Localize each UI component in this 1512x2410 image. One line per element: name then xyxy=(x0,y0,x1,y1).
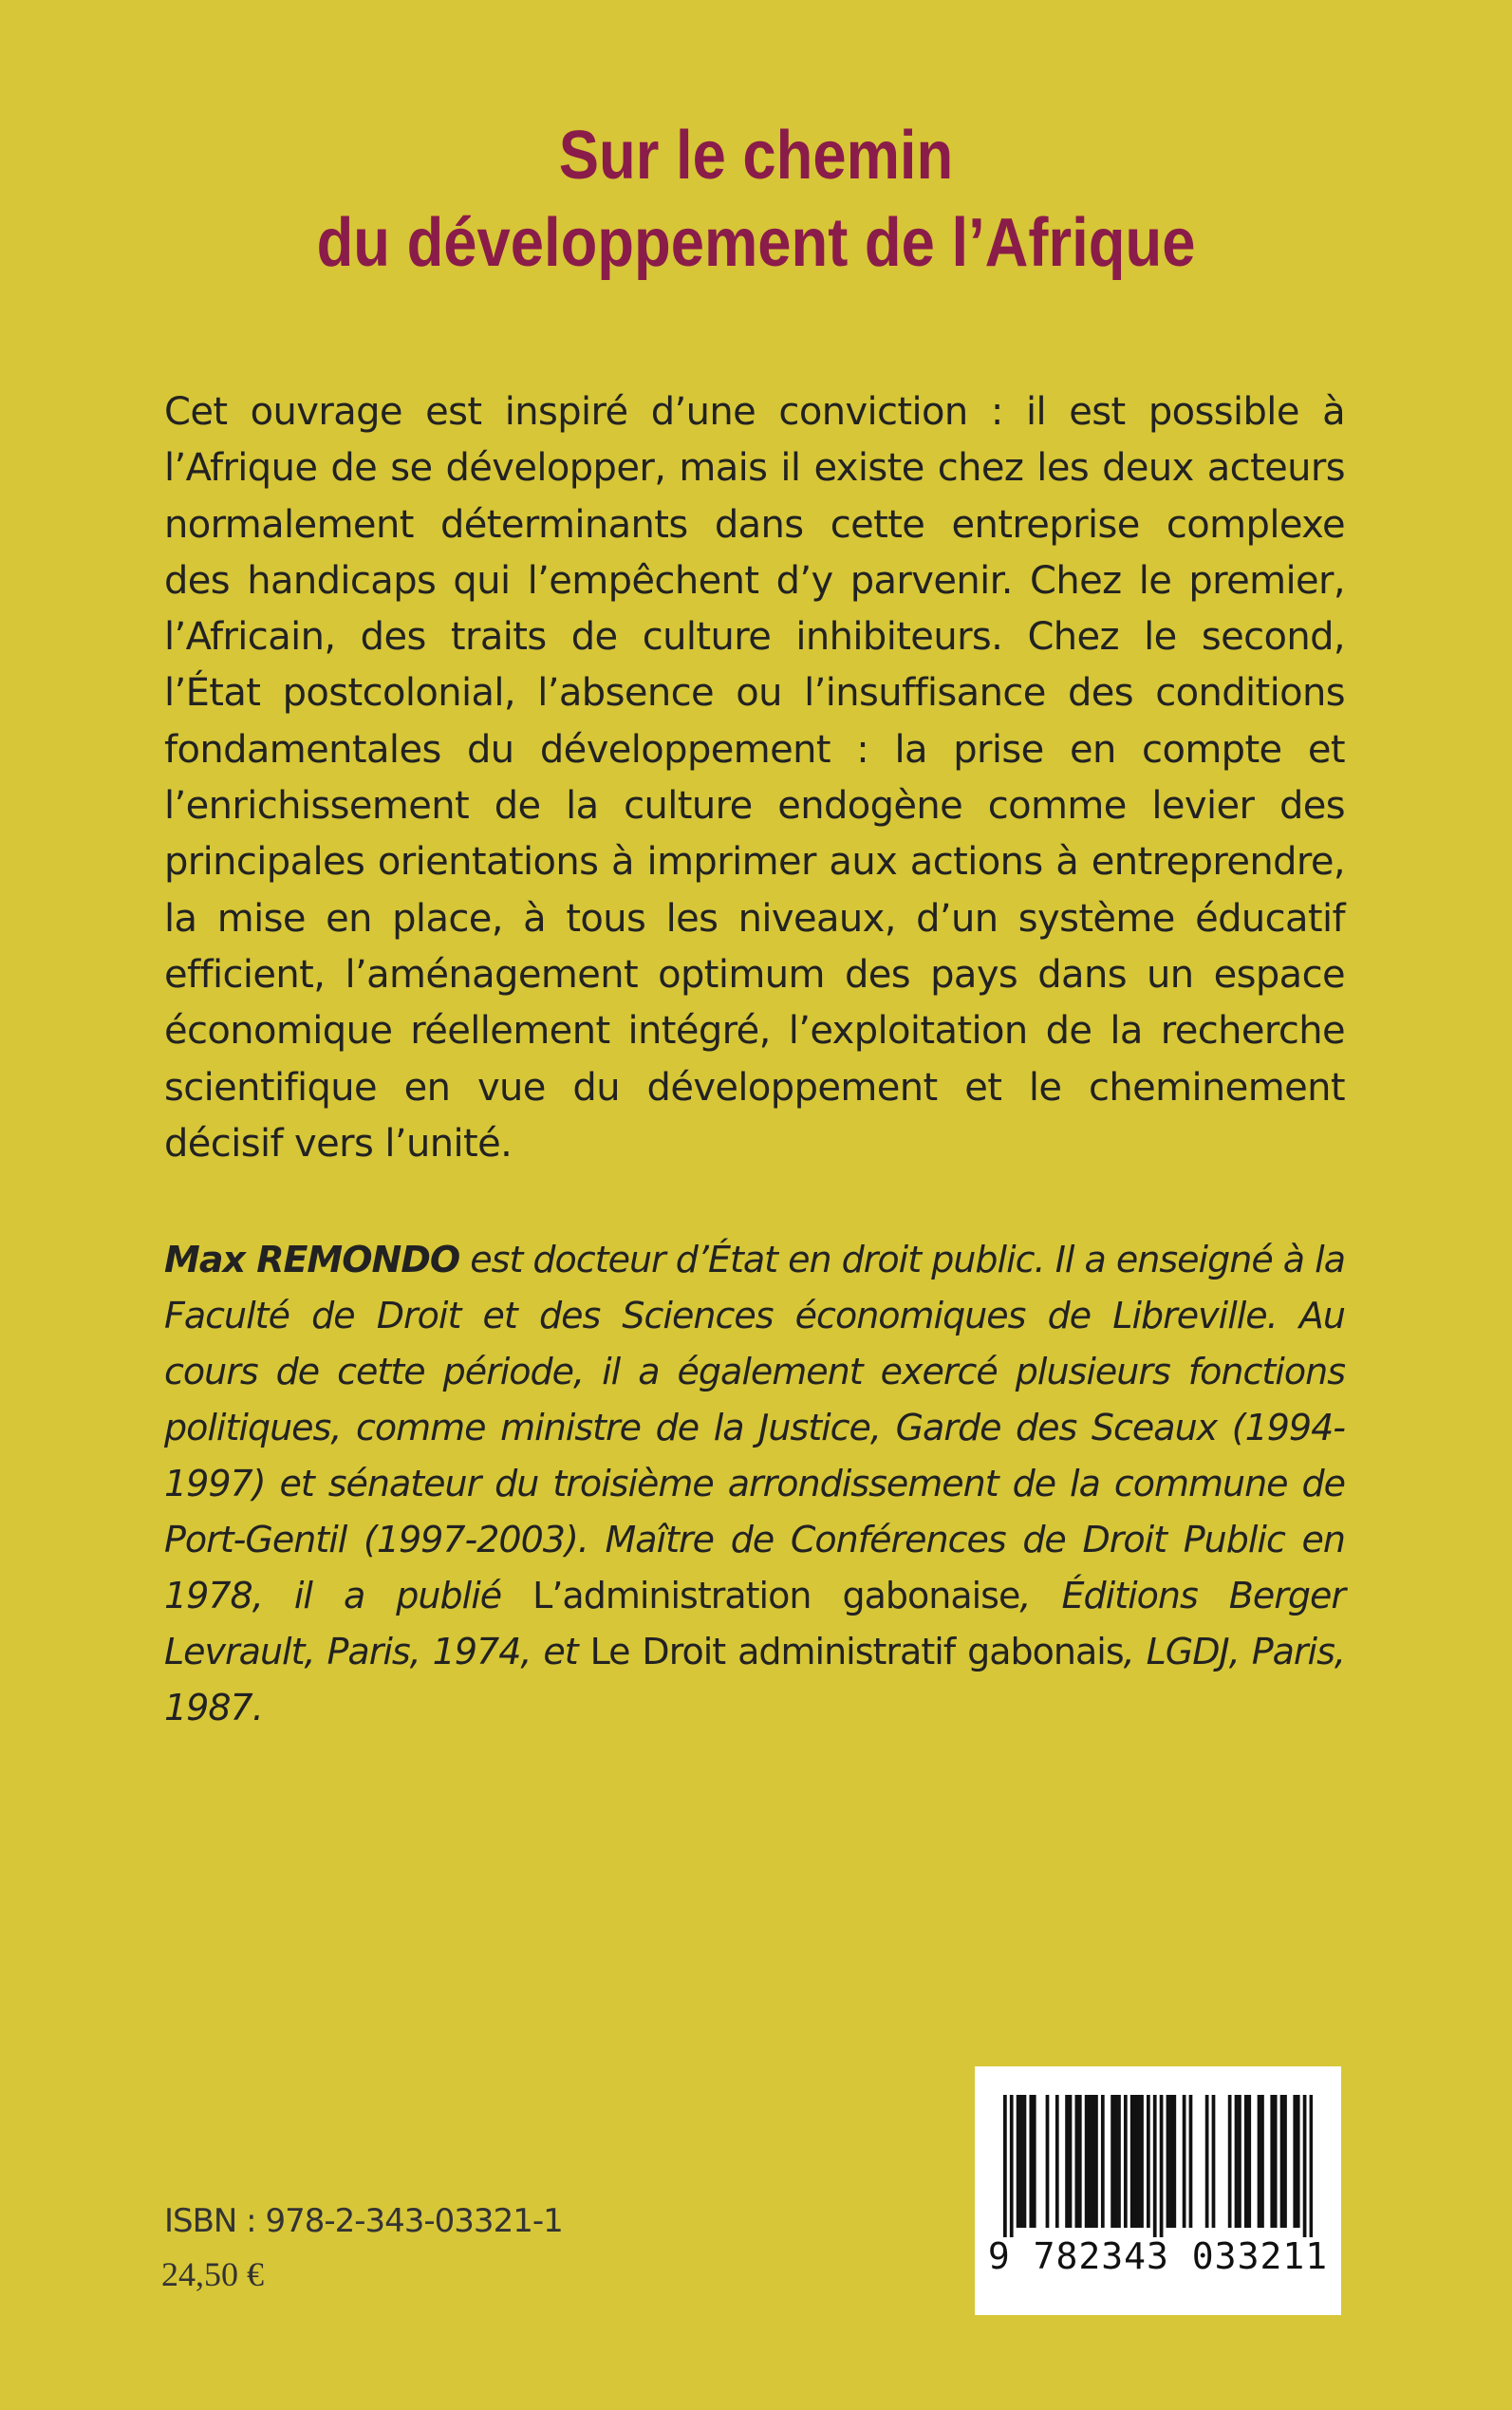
barcode-bar xyxy=(1017,2095,1020,2228)
barcode-bar xyxy=(1033,2095,1036,2228)
barcode-bar xyxy=(1160,2095,1164,2237)
title-line-1: Sur le chemin xyxy=(558,118,954,194)
barcode-bar xyxy=(1280,2095,1284,2228)
barcode-bar xyxy=(1074,2095,1078,2228)
author-name: Max REMONDO xyxy=(164,1239,460,1280)
bio-text-2: , Éditions Berger Levrault, Paris, 1974, xyxy=(164,1575,1346,1672)
barcode-bar xyxy=(1293,2095,1297,2228)
barcode-bar xyxy=(1235,2095,1239,2228)
barcode-bar xyxy=(1029,2095,1033,2228)
barcode-bar xyxy=(1167,2095,1170,2228)
barcode-bar xyxy=(1212,2095,1216,2228)
barcode-bar xyxy=(1140,2095,1144,2228)
barcode-bar xyxy=(1258,2095,1261,2228)
barcode-bar xyxy=(1111,2095,1114,2228)
barcode-bar xyxy=(1274,2095,1278,2228)
barcode-bar xyxy=(1085,2095,1089,2228)
barcode-bar xyxy=(1094,2095,1098,2228)
barcode-bar xyxy=(1153,2095,1157,2237)
barcode-bar xyxy=(1078,2095,1082,2228)
title-line-2: du développement de l’Afrique xyxy=(316,205,1196,281)
bio-book-2: Le Droit administratif gabonais xyxy=(577,1631,1124,1672)
barcode-icon xyxy=(1003,2095,1313,2237)
barcode-bar xyxy=(1088,2095,1092,2228)
barcode-bar xyxy=(1003,2095,1007,2237)
barcode-bar xyxy=(1228,2095,1232,2228)
barcode-bar xyxy=(1019,2095,1023,2228)
barcode-bar xyxy=(1114,2095,1118,2228)
barcode-bar xyxy=(1189,2095,1193,2228)
bio-book-1: L’administration gabonaise xyxy=(532,1575,1020,1616)
book-title xyxy=(91,112,1422,287)
barcode-bar xyxy=(1283,2095,1287,2228)
barcode-bar xyxy=(1169,2095,1173,2228)
barcode-bar xyxy=(1055,2095,1059,2228)
barcode-bar xyxy=(1147,2095,1150,2228)
author-bio xyxy=(164,1232,1345,1736)
bio-text-4: , LGDJ, Paris, 1987. xyxy=(164,1631,1345,1728)
barcode-bar xyxy=(1069,2095,1073,2228)
price: 24,50 € xyxy=(161,2255,264,2293)
barcode-bar xyxy=(1023,2095,1027,2228)
barcode-bar xyxy=(1270,2095,1274,2228)
barcode-bar xyxy=(1092,2095,1095,2228)
barcode-bar xyxy=(1010,2095,1014,2237)
barcode-bar xyxy=(1124,2095,1128,2228)
barcode-bar xyxy=(1303,2095,1307,2237)
barcode-bar xyxy=(1130,2095,1134,2228)
barcode-digits: 9 782343 033211 xyxy=(987,2235,1329,2277)
summary-paragraph: Cet ouvrage est inspiré d’une conviction : il est possible à l’Afrique de se développer, mais il existe chez les deux acteurs normalement déterminants dans cette entreprise complexe des handicaps qui l’empêchent d’y parvenir. Chez le premier, l’Africain, des traits de culture inhibiteurs. Chez le second, l’État postcolonial, l’absence ou l’insuffisance des conditions fondamentales du développement : la prise en compte et l’enrichissement de la culture endogène comme levier des principales orientations à imprimer aux actions à entreprendre, la mise en place, à tous les niveaux, d’un système éducatif efficient, l’aménagement optimum des pays dans un espace économique réellement intégré, l’exploitation de la recherche scientifique en vue du développement et le cheminement décisif vers l’unité. xyxy=(164,390,1345,1166)
bio-text-3: et xyxy=(543,1631,578,1672)
barcode-bar xyxy=(1297,2095,1300,2228)
barcode-bar xyxy=(1310,2095,1313,2237)
barcode-bar xyxy=(1183,2095,1186,2228)
summary-text xyxy=(164,384,1345,1172)
barcode-bar xyxy=(1244,2095,1248,2228)
barcode-bar xyxy=(1065,2095,1069,2228)
barcode-bar xyxy=(1133,2095,1137,2228)
barcode-bar xyxy=(1260,2095,1264,2228)
barcode-bar xyxy=(1247,2095,1251,2228)
bio-text-1: est docteur d’État en droit public. Il a enseigné à la Faculté de Droit et des Sciences économiques de Libreville. Au cours de cette période, il a également exercé plusieurs fonctions politiques, comme ministre de la Justice, Garde des Sceaux (1994-1997) et sénateur du troisième arrondissement de la commune de Port-Gentil (1997-2003). Maître de Conférences de Droit Public en 1978, il a publié xyxy=(164,1239,1345,1616)
isbn-number: ISBN : 978-2-343-03321-1 xyxy=(164,2202,563,2240)
barcode-bar xyxy=(1137,2095,1141,2228)
barcode-bar xyxy=(1205,2095,1209,2228)
barcode-bar xyxy=(1101,2095,1105,2228)
barcode-bar xyxy=(1172,2095,1176,2228)
bio-paragraph xyxy=(164,1232,1345,1736)
barcode-bar xyxy=(1117,2095,1121,2228)
barcode-bar xyxy=(1238,2095,1241,2228)
barcode xyxy=(975,2066,1341,2315)
barcode-bar xyxy=(1046,2095,1050,2228)
